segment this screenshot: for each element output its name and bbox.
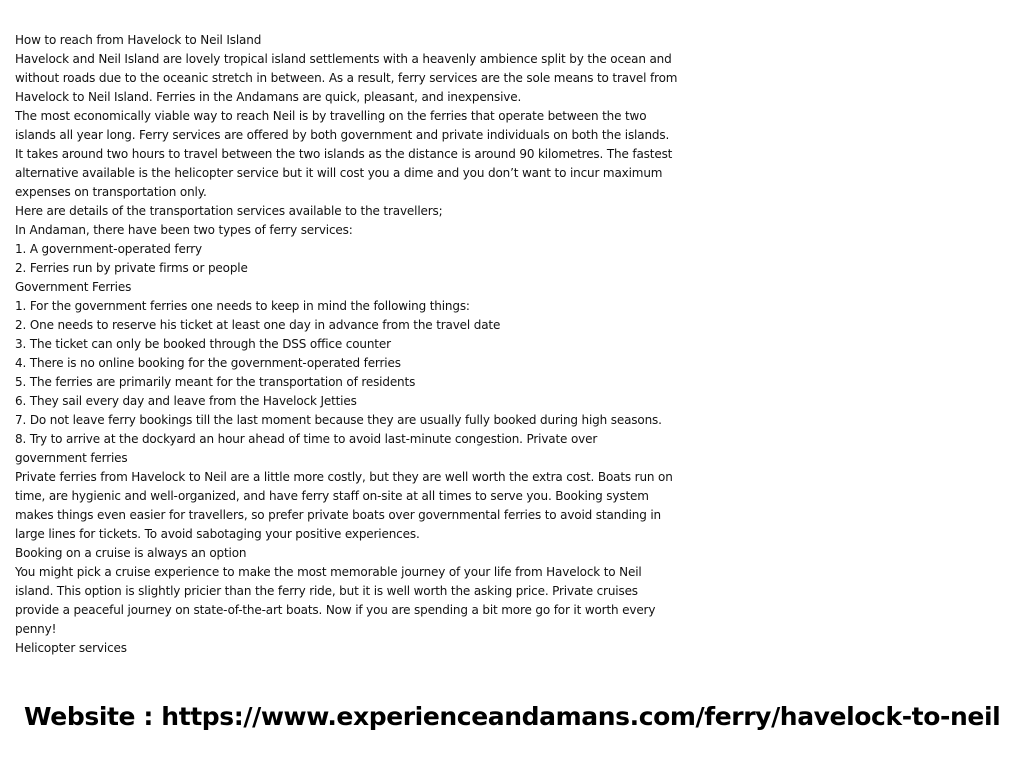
paragraph-line: alternative available is the helicopter service but it will cost you a dime and you don’t want to incur maximum: [15, 166, 663, 180]
paragraph-line: The most economically viable way to reach Neil is by travelling on the ferries that operate between the two: [15, 109, 647, 123]
paragraph-line: penny!: [15, 622, 57, 636]
section-heading: Booking on a cruise is always an option: [15, 546, 247, 560]
list-item: 3. The ticket can only be booked through the DSS office counter: [15, 337, 391, 351]
list-item: 2. Ferries run by private firms or people: [15, 261, 248, 275]
paragraph-line: It takes around two hours to travel between the two islands as the distance is around 90 kilometres. The fastest: [15, 147, 673, 161]
document-title: How to reach from Havelock to Neil Island: [15, 33, 262, 47]
list-item: 2. One needs to reserve his ticket at least one day in advance from the travel date: [15, 318, 501, 332]
paragraph-line: provide a peaceful journey on state-of-the-art boats. Now if you are spending a bit more go for it worth every: [15, 603, 656, 617]
paragraph-line: Havelock to Neil Island. Ferries in the Andamans are quick, pleasant, and inexpensive.: [15, 90, 522, 104]
paragraph-line: In Andaman, there have been two types of ferry services:: [15, 223, 353, 237]
list-item: 1. For the government ferries one needs to keep in mind the following things:: [15, 299, 470, 313]
list-item: 6. They sail every day and leave from the Havelock Jetties: [15, 394, 357, 408]
paragraph-line: You might pick a cruise experience to make the most memorable journey of your life from Havelock to Neil: [15, 565, 642, 579]
list-item: 7. Do not leave ferry bookings till the last moment because they are usually fully booked during high seasons.: [15, 413, 662, 427]
paragraph-line: Here are details of the transportation services available to the travellers;: [15, 204, 443, 218]
paragraph-line: makes things even easier for travellers, so prefer private boats over governmental ferries to avoid standing in: [15, 508, 661, 522]
list-item: 4. There is no online booking for the government-operated ferries: [15, 356, 401, 370]
paragraph-line: expenses on transportation only.: [15, 185, 207, 199]
paragraph-line: Private ferries from Havelock to Neil are a little more costly, but they are well worth the extra cost. Boats run on: [15, 470, 673, 484]
section-heading: Government Ferries: [15, 280, 132, 294]
paragraph-line: large lines for tickets. To avoid sabotaging your positive experiences.: [15, 527, 420, 541]
document-body: [15, 31, 775, 658]
paragraph-line: islands all year long. Ferry services are offered by both government and private individuals on both the islands.: [15, 128, 670, 142]
list-item: 8. Try to arrive at the dockyard an hour ahead of time to avoid last-minute congestion. Private over: [15, 432, 598, 446]
paragraph-line: island. This option is slightly pricier than the ferry ride, but it is well worth the asking price. Private cruises: [15, 584, 638, 598]
paragraph-line: without roads due to the oceanic stretch in between. As a result, ferry services are the sole means to travel from: [15, 71, 678, 85]
website-footer-link[interactable]: Website : https://www.experienceandamans.com/ferry/havelock-to-neil: [24, 702, 1001, 731]
paragraph-line: Havelock and Neil Island are lovely tropical island settlements with a heavenly ambience split by the ocean and: [15, 52, 672, 66]
list-item: 1. A government-operated ferry: [15, 242, 203, 256]
section-heading: Helicopter services: [15, 641, 127, 655]
list-item: 5. The ferries are primarily meant for the transportation of residents: [15, 375, 416, 389]
paragraph-line: time, are hygienic and well-organized, and have ferry staff on-site at all times to serve you. Booking system: [15, 489, 649, 503]
paragraph-line: government ferries: [15, 451, 128, 465]
